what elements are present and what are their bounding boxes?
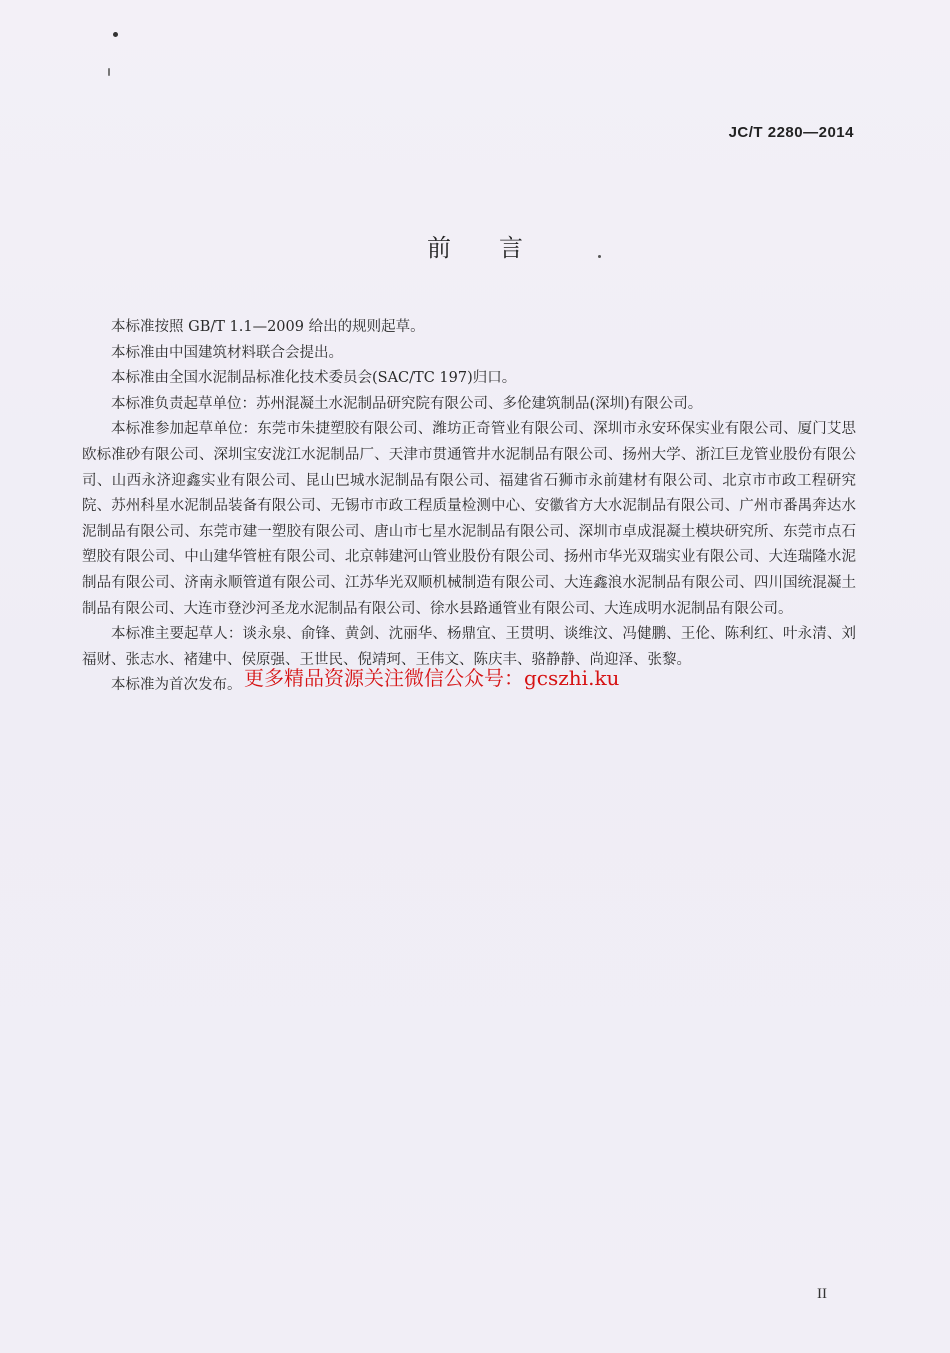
scan-speck [108,68,110,76]
scan-speck [113,32,118,37]
watermark-text: 更多精品资源关注微信公众号：gcszhi.ku [244,666,620,690]
paragraph-first-release: 本标准为首次发布。 [111,677,242,694]
paragraph-main-drafters: 本标准主要起草人：谈永泉、俞锋、黄剑、沈丽华、杨鼎宜、王贯明、谈维汶、冯健鹏、王伦、陈利红、叶永清、刘福财、张志水、褚建中、侯原强、王世民、倪靖珂、王伟文、陈庆丰、骆静静、尚迎泽、张黎。 [82,626,856,668]
document-body [82,315,856,699]
paragraph-jurisdiction: 本标准由全国水泥制品标准化技术委员会(SAC/TC 197)归口。 [111,370,517,387]
scan-speck [598,255,601,258]
standard-code: JC/T 2280—2014 [728,124,854,141]
page-number: II [817,1286,827,1302]
paragraph-participating-drafters: 本标准参加起草单位：东莞市朱捷塑胶有限公司、潍坊正奇管业有限公司、深圳市永安环保实业有限公司、厦门艾思欧标准砂有限公司、深圳宝安泷江水泥制品厂、天津市贯通管井水泥制品有限公司、扬州大学、浙江巨龙管业股份有限公司、山西永济迎鑫实业有限公司、昆山巴城水泥制品有限公司、福建省石狮市永前建材有限公司、北京市市政工程研究院、苏州科星水泥制品装备有限公司、无锡市市政工程质量检测中心、安徽省方大水泥制品有限公司、广州市番禺奔达水泥制品有限公司、东莞市建一塑胶有限公司、唐山市七星水泥制品有限公司、深圳市卓成混凝土模块研究所、东莞市点石塑胶有限公司、中山建华管桩有限公司、北京韩建河山管业股份有限公司、扬州市华光双瑞实业有限公司、大连瑞隆水泥制品有限公司、济南永顺管道有限公司、江苏华光双顺机械制造有限公司、大连鑫浪水泥制品有限公司、四川国统混凝土制品有限公司、大连市登沙河圣龙水泥制品有限公司、徐水县路通管业有限公司、大连成明水泥制品有限公司。 [82,421,856,617]
paragraph-lead-drafters: 本标准负责起草单位：苏州混凝土水泥制品研究院有限公司、多伦建筑制品(深圳)有限公司。 [111,395,703,412]
paragraph-drafting-rules: 本标准按照 GB/T 1.1—2009 给出的规则起草。 [111,319,425,335]
page-title: 前言 [427,234,571,262]
paragraph-proposer: 本标准由中国建筑材料联合会提出。 [111,344,343,361]
